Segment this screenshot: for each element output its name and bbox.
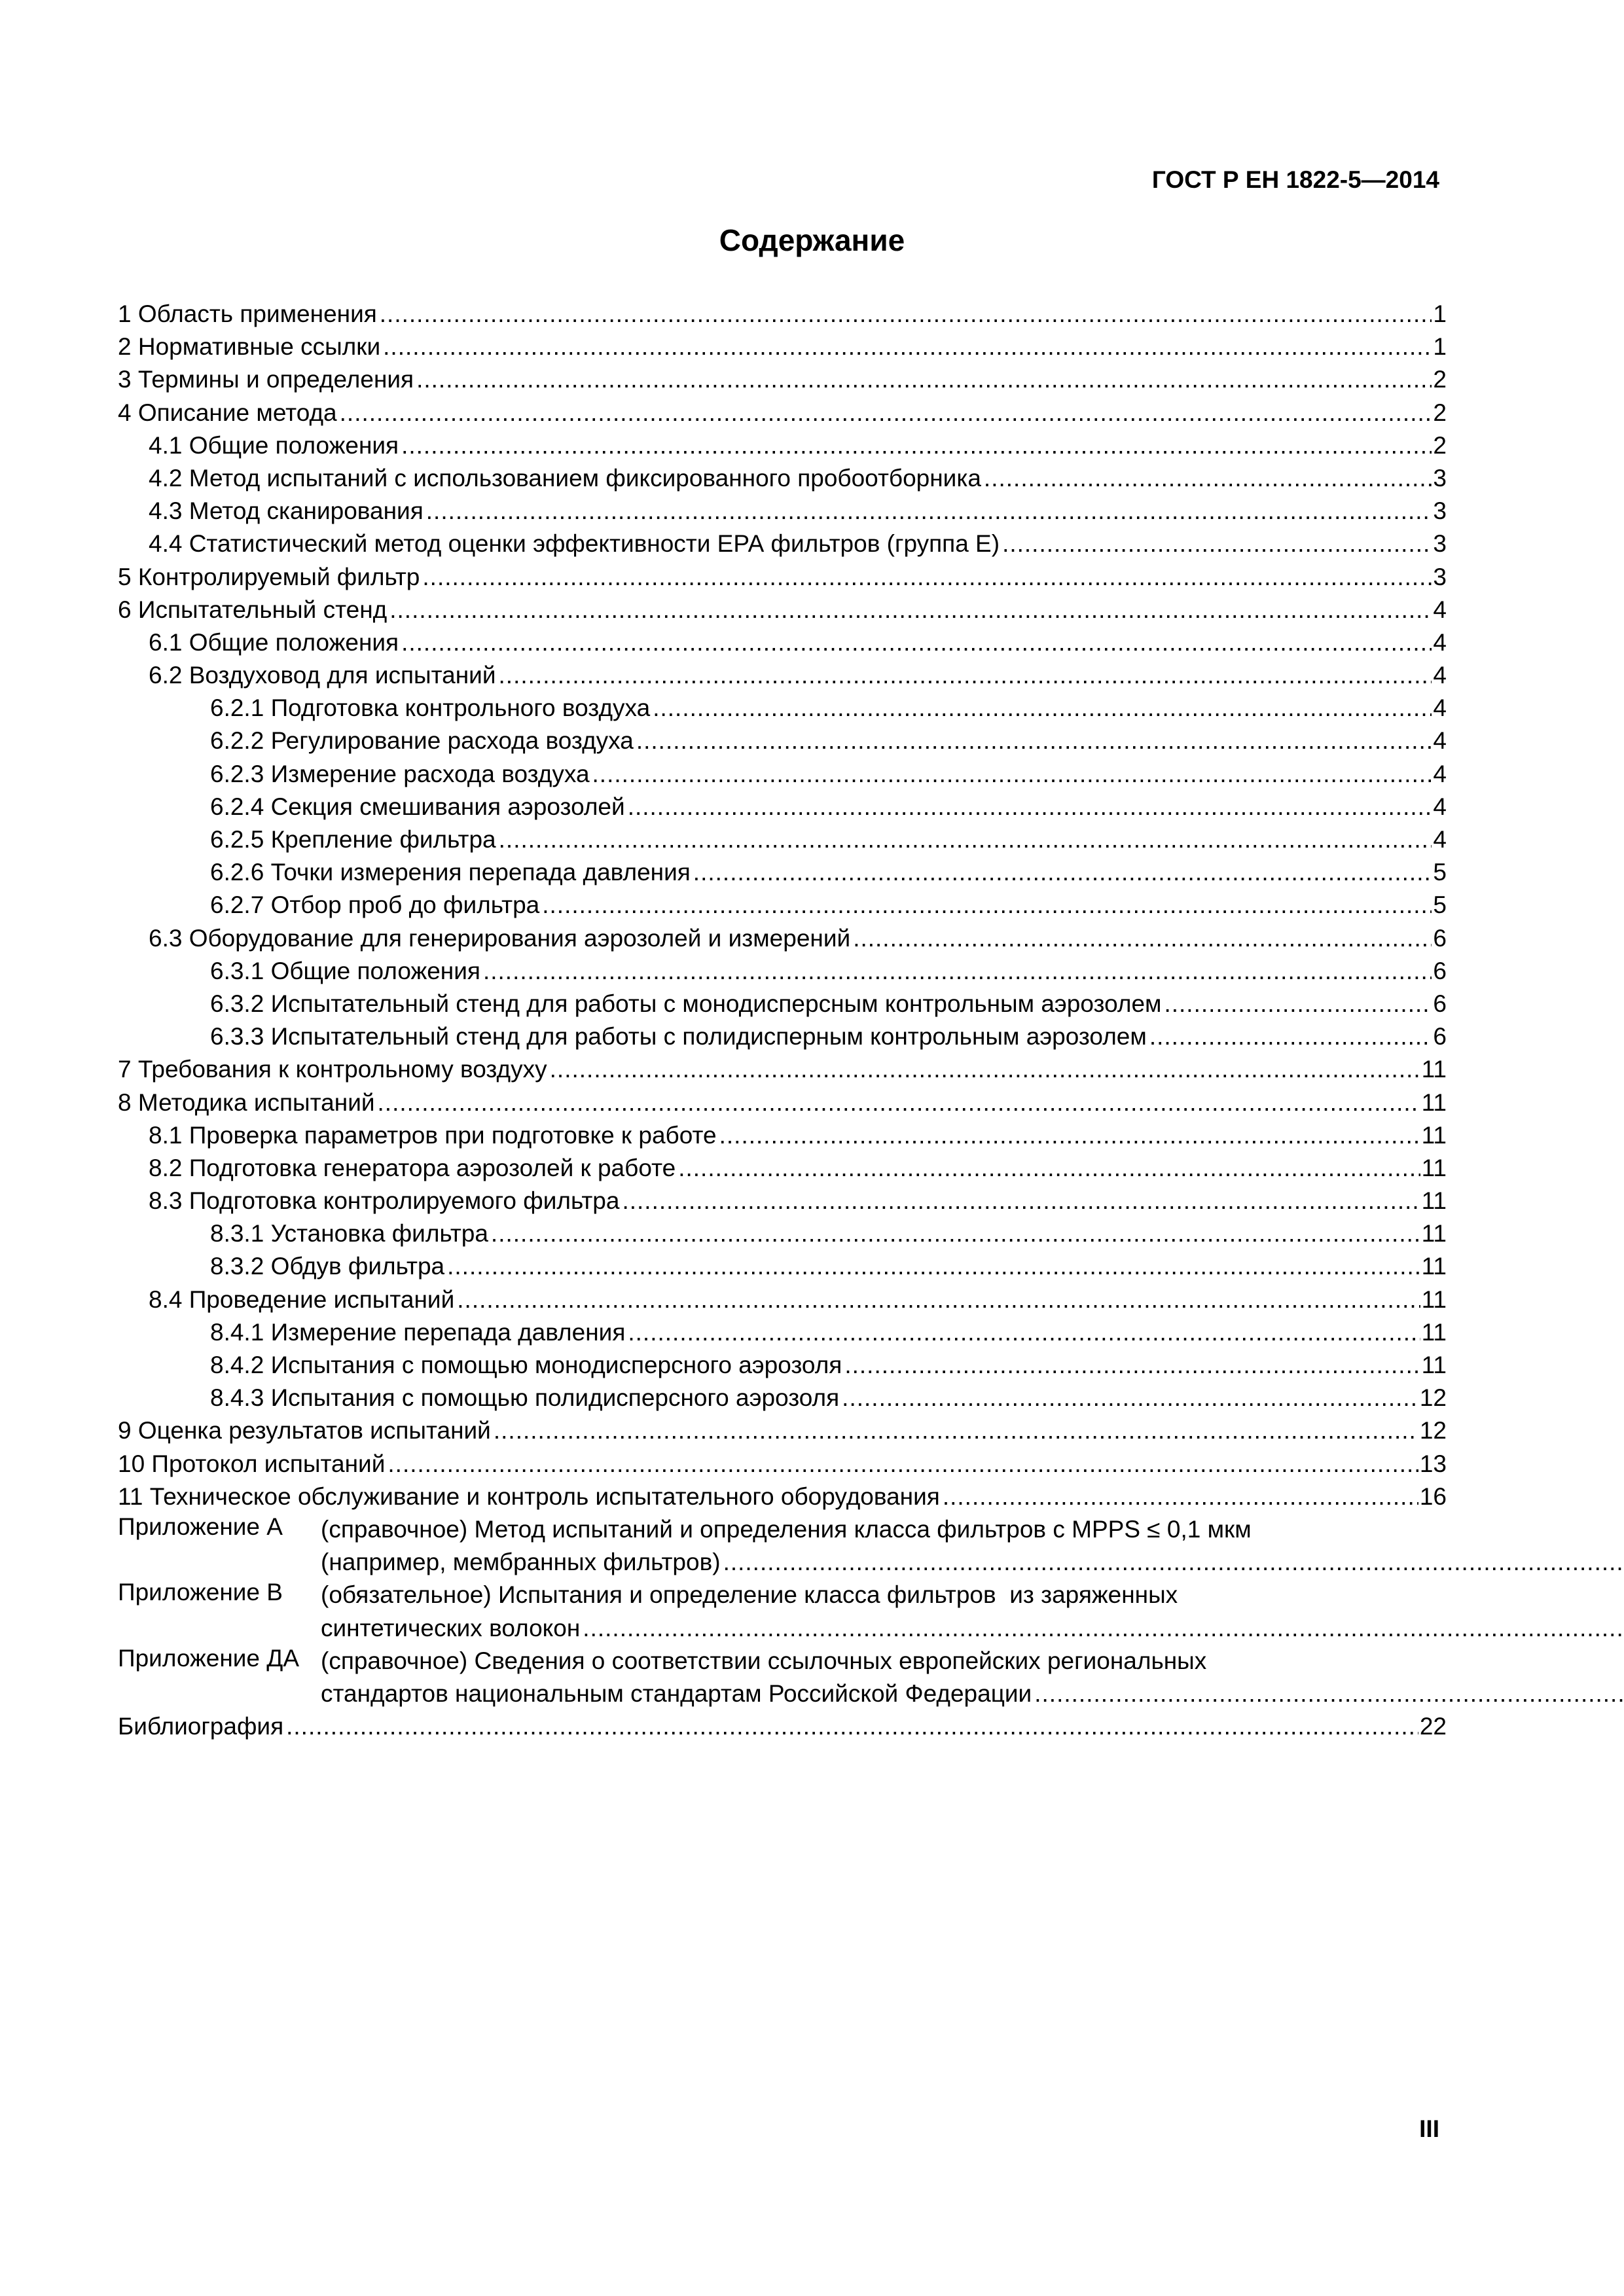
- toc-entry-page: 4: [1433, 826, 1447, 853]
- toc-entry-label: 4.1 Общие положения: [149, 429, 401, 462]
- toc-entry[interactable]: [118, 725, 1447, 757]
- toc-entry-page: 2: [1433, 431, 1447, 459]
- dot-leader: [1034, 1677, 1624, 1710]
- dot-leader: [984, 462, 1432, 495]
- toc-entry-page: 12: [1419, 1384, 1447, 1412]
- toc-entry[interactable]: [118, 1086, 1447, 1119]
- toc-entry-page: 16: [1419, 1482, 1447, 1510]
- page-number: III: [1419, 2115, 1439, 2142]
- dot-leader: [678, 1152, 1420, 1185]
- toc-entry[interactable]: [118, 1250, 1447, 1283]
- toc-entry-label: 9 Оценка результатов испытаний: [118, 1414, 494, 1447]
- toc-entry-page: 3: [1433, 563, 1447, 590]
- toc-entry-label: 8 Методика испытаний: [118, 1086, 378, 1119]
- toc-entry-page: 11: [1421, 1318, 1447, 1346]
- toc-entry-page: 3: [1433, 530, 1447, 558]
- toc-entry-label: 5 Контролируемый фильтр: [118, 561, 422, 594]
- toc-entry-page: 6: [1433, 1023, 1447, 1050]
- dot-leader: [550, 1053, 1420, 1086]
- toc-entry-page: 4: [1433, 596, 1447, 623]
- dot-leader: [628, 791, 1432, 823]
- toc-entry[interactable]: [118, 1119, 1447, 1152]
- toc-entry-label: 4.2 Метод испытаний с использованием фиксированного пробоотборника: [149, 462, 984, 495]
- toc-entry-label: 1 Область применения: [118, 298, 380, 331]
- appendix-title-line2: (например, мембранных фильтров): [321, 1546, 723, 1579]
- toc-appendix-a[interactable]: [118, 1513, 1447, 1579]
- toc-entry-label: 6.3.1 Общие положения: [210, 955, 483, 988]
- dot-leader: [499, 659, 1432, 692]
- dot-leader: [340, 397, 1432, 429]
- dot-leader: [426, 495, 1432, 528]
- toc-entry-label: 8.4 Проведение испытаний: [149, 1283, 457, 1316]
- dot-leader: [494, 1414, 1418, 1447]
- toc-entry[interactable]: [118, 1349, 1447, 1382]
- toc-entry-label: 8.2 Подготовка генератора аэрозолей к работе: [149, 1152, 678, 1185]
- dot-leader: [389, 594, 1432, 626]
- dot-leader: [1164, 988, 1432, 1020]
- toc-entry-label: 8.4.2 Испытания с помощью монодисперсного аэрозоля: [210, 1349, 844, 1382]
- appendix-title-line2: синтетических волокон: [321, 1612, 583, 1645]
- toc-entry[interactable]: [118, 495, 1447, 528]
- dot-leader: [542, 889, 1432, 922]
- toc-entry[interactable]: [118, 363, 1447, 396]
- toc-entry-page: 12: [1419, 1417, 1447, 1444]
- toc-entry-label: 6.3.2 Испытательный стенд для работы с монодисперсным контрольным аэрозолем: [210, 988, 1164, 1020]
- dot-leader: [499, 823, 1432, 856]
- toc-entry-label: 6.3.3 Испытательный стенд для работы с полидисперным контрольным аэрозолем: [210, 1020, 1149, 1053]
- dot-leader: [286, 1710, 1418, 1743]
- toc-entry-label: 6.2.5 Крепление фильтра: [210, 823, 499, 856]
- toc-entry-page: 6: [1433, 957, 1447, 984]
- toc-entry-label: 6.2.6 Точки измерения перепада давления: [210, 856, 693, 889]
- toc-entry[interactable]: [118, 397, 1447, 429]
- dot-leader: [378, 1086, 1420, 1119]
- toc-entry[interactable]: [118, 659, 1447, 692]
- toc-entry[interactable]: [118, 1480, 1447, 1513]
- toc-entry[interactable]: [118, 462, 1447, 495]
- toc-entry-label: 8.3 Подготовка контролируемого фильтра: [149, 1185, 622, 1217]
- toc-entry-page: 11: [1421, 1187, 1447, 1215]
- toc-entry-label: 10 Протокол испытаний: [118, 1448, 388, 1480]
- dot-leader: [422, 561, 1432, 594]
- toc-entry[interactable]: [118, 429, 1447, 462]
- toc-entry[interactable]: [118, 823, 1447, 856]
- dot-leader: [416, 363, 1432, 396]
- dot-leader: [719, 1119, 1420, 1152]
- toc-bibliography[interactable]: [118, 1710, 1447, 1743]
- toc-entry[interactable]: [118, 1217, 1447, 1250]
- appendix-title-line1: (справочное) Сведения о соответствии ссылочных европейских региональных: [321, 1647, 1207, 1674]
- toc-entry[interactable]: [118, 988, 1447, 1020]
- toc-entry-label: 6.2.7 Отбор проб до фильтра: [210, 889, 542, 922]
- toc-entry-page: 4: [1433, 793, 1447, 820]
- document-code: ГОСТ Р ЕН 1822-5—2014: [1151, 166, 1439, 193]
- toc-entry-page: 3: [1433, 497, 1447, 525]
- toc-entry[interactable]: [118, 1414, 1447, 1447]
- toc-entry-page: 2: [1433, 399, 1447, 426]
- toc-entry-page: 11: [1421, 1220, 1447, 1247]
- dot-leader: [483, 955, 1432, 988]
- page-title: Содержание: [719, 223, 905, 257]
- toc-entry[interactable]: [118, 692, 1447, 725]
- toc-entry-page: 4: [1433, 628, 1447, 656]
- toc-entry[interactable]: [118, 1283, 1447, 1316]
- toc-entry-label: 7 Требования к контрольному воздуху: [118, 1053, 550, 1086]
- toc-entry-label: 4 Описание метода: [118, 397, 340, 429]
- toc-entry-page: 4: [1433, 727, 1447, 755]
- toc-entry-page: 11: [1421, 1253, 1447, 1280]
- toc-entry[interactable]: [118, 561, 1447, 594]
- appendix-name: Приложение А: [118, 1513, 283, 1540]
- toc-entry-label: 6.3 Оборудование для генерирования аэрозолей и измерений: [149, 922, 853, 955]
- toc-entry-page: 3: [1433, 464, 1447, 492]
- dot-leader: [853, 922, 1432, 955]
- toc-entry[interactable]: [118, 1020, 1447, 1053]
- dot-leader: [447, 1250, 1420, 1283]
- toc-appendix-b[interactable]: [118, 1579, 1447, 1644]
- appendix-name: Приложение ДА: [118, 1644, 300, 1672]
- toc-entry[interactable]: [118, 856, 1447, 889]
- toc-entry[interactable]: [118, 922, 1447, 955]
- toc-entry[interactable]: [118, 528, 1447, 560]
- toc-entry-label: 6.1 Общие положения: [149, 626, 401, 659]
- appendix-title-line2: стандартов национальным стандартам Российской Федерации: [321, 1677, 1034, 1710]
- dot-leader: [592, 758, 1432, 791]
- toc-entry-label: 6.2.3 Измерение расхода воздуха: [210, 758, 592, 791]
- table-of-contents: [118, 298, 1447, 1743]
- dot-leader: [622, 1185, 1420, 1217]
- dot-leader: [636, 725, 1432, 757]
- toc-entry-page: 4: [1433, 662, 1447, 689]
- dot-leader: [401, 626, 1432, 659]
- dot-leader: [457, 1283, 1420, 1316]
- appendix-title-line1: (обязательное) Испытания и определение класса фильтров из заряженных: [321, 1581, 1178, 1609]
- toc-entry-label: 6.2.2 Регулирование расхода воздуха: [210, 725, 636, 757]
- toc-entry[interactable]: [118, 758, 1447, 791]
- dot-leader: [628, 1316, 1420, 1349]
- toc-entry-page: 2: [1433, 366, 1447, 393]
- toc-entry[interactable]: [118, 889, 1447, 922]
- dot-leader: [383, 331, 1432, 363]
- toc-entry-page: 13: [1419, 1450, 1447, 1477]
- toc-entry-page: 4: [1433, 760, 1447, 787]
- toc-entry-label: 3 Термины и определения: [118, 363, 416, 396]
- appendix-name: Приложение В: [118, 1579, 283, 1606]
- appendix-title-line1: (справочное) Метод испытаний и определения класса фильтров с MPPS ≤ 0,1 мкм: [321, 1515, 1252, 1543]
- toc-entry-label: 4.4 Статистический метод оценки эффективности ЕРА фильтров (группа Е): [149, 528, 1002, 560]
- toc-entry[interactable]: [118, 594, 1447, 626]
- toc-entry-label: 8.1 Проверка параметров при подготовке к работе: [149, 1119, 719, 1152]
- toc-entry-label: 8.3.1 Установка фильтра: [210, 1217, 491, 1250]
- toc-entry-page: 5: [1433, 859, 1447, 886]
- toc-entry[interactable]: [118, 1316, 1447, 1349]
- toc-entry-page: 4: [1433, 694, 1447, 722]
- toc-entry[interactable]: [118, 1152, 1447, 1185]
- toc-entry-label: 8.4.1 Измерение перепада давления: [210, 1316, 628, 1349]
- dot-leader: [842, 1382, 1418, 1414]
- dot-leader: [723, 1546, 1624, 1579]
- toc-entry-label: 4.3 Метод сканирования: [149, 495, 426, 528]
- toc-entry-page: 5: [1433, 891, 1447, 919]
- dot-leader: [491, 1217, 1420, 1250]
- toc-entry-page: 11: [1421, 1154, 1447, 1181]
- toc-entry[interactable]: [118, 626, 1447, 659]
- bibliography-label: Библиография: [118, 1710, 286, 1743]
- dot-leader: [1149, 1020, 1432, 1053]
- dot-leader: [844, 1349, 1420, 1382]
- bibliography-page: 22: [1419, 1713, 1447, 1740]
- toc-entry-label: 8.3.2 Обдув фильтра: [210, 1250, 447, 1283]
- toc-entry[interactable]: [118, 1448, 1447, 1480]
- dot-leader: [380, 298, 1432, 331]
- toc-entry-page: 11: [1421, 1088, 1447, 1116]
- toc-entry-page: 6: [1433, 924, 1447, 952]
- toc-entry-label: 6.2.1 Подготовка контрольного воздуха: [210, 692, 653, 725]
- toc-entry-label: 8.4.3 Испытания с помощью полидисперсного аэрозоля: [210, 1382, 842, 1414]
- toc-entry[interactable]: [118, 1382, 1447, 1414]
- dot-leader: [653, 692, 1432, 725]
- toc-entry-page: 11: [1421, 1121, 1447, 1149]
- toc-entry[interactable]: [118, 791, 1447, 823]
- toc-appendix-da[interactable]: [118, 1645, 1447, 1710]
- dot-leader: [1002, 528, 1432, 560]
- toc-entry[interactable]: [118, 298, 1447, 331]
- toc-entry-label: 2 Нормативные ссылки: [118, 331, 383, 363]
- dot-leader: [401, 429, 1432, 462]
- toc-entry[interactable]: [118, 955, 1447, 988]
- toc-entry-page: 11: [1421, 1056, 1447, 1083]
- dot-leader: [583, 1612, 1624, 1645]
- toc-entry-page: 1: [1433, 300, 1447, 327]
- toc-entry-page: 11: [1421, 1285, 1447, 1313]
- toc-entry-label: 6.2 Воздуховод для испытаний: [149, 659, 499, 692]
- toc-entry-label: 11 Техническое обслуживание и контроль испытательного оборудования: [118, 1480, 943, 1513]
- toc-entry-page: 11: [1421, 1352, 1447, 1378]
- toc-entry[interactable]: [118, 1053, 1447, 1086]
- toc-entry[interactable]: [118, 331, 1447, 363]
- toc-entry-label: 6.2.4 Секция смешивания аэрозолей: [210, 791, 628, 823]
- toc-entry-label: 6 Испытательный стенд: [118, 594, 389, 626]
- toc-entry-page: 1: [1433, 333, 1447, 361]
- toc-entry-page: 6: [1433, 990, 1447, 1017]
- dot-leader: [943, 1480, 1418, 1513]
- toc-entry[interactable]: [118, 1185, 1447, 1217]
- dot-leader: [388, 1448, 1418, 1480]
- dot-leader: [693, 856, 1432, 889]
